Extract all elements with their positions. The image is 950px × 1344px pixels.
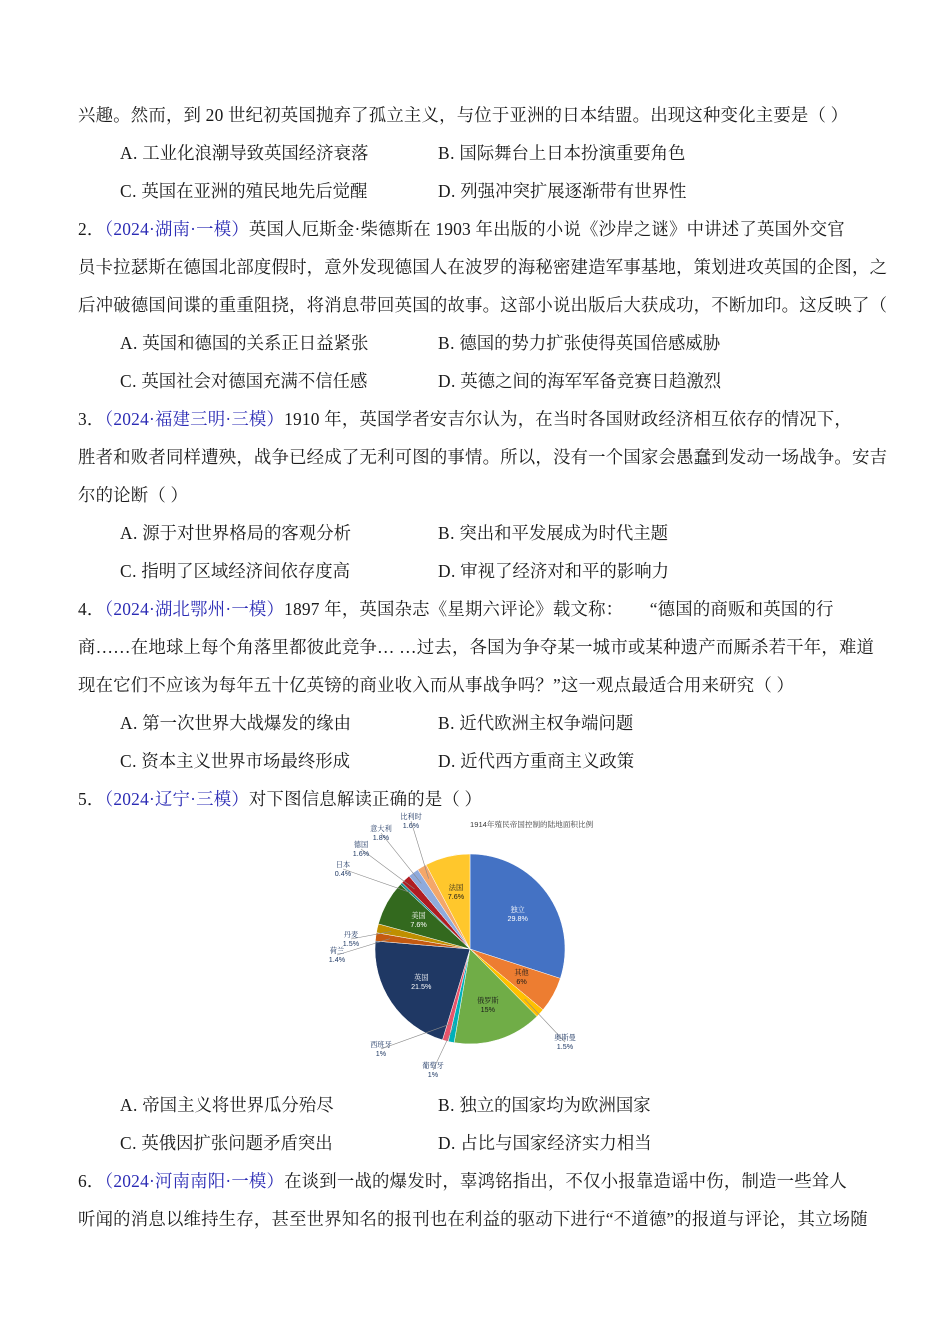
question-3-option-c-text: 指明了区域经济间依存度高 (141, 561, 351, 581)
pie-slice-label-value: 15% (480, 1005, 495, 1015)
question-3-option-b[interactable] (438, 514, 668, 552)
option-d[interactable] (438, 172, 686, 210)
option-c-letter: C. (120, 181, 137, 201)
option-d-letter: D. (438, 181, 456, 201)
pie-slice-label-英国 (401, 973, 441, 991)
option-d-text: 列强冲突扩展逐渐带有世界性 (460, 181, 687, 201)
question-3-option-a[interactable] (120, 514, 351, 552)
question-5-options-row-2 (78, 1124, 888, 1162)
question-4-stem-line-2: 商……在地球上每个角落里都彼此竞争… …过去，各国为争夺某一城市或某种遗产而厮杀若干年，难道 (78, 637, 875, 657)
question-2-options-row-2 (78, 362, 888, 400)
option-c[interactable] (120, 172, 367, 210)
question-2-source-tag: （2024·湖南·一模） (104, 219, 249, 239)
question-5-option-c[interactable] (120, 1124, 333, 1162)
question-5-number: 5． (78, 789, 105, 809)
question-3-option-d-text: 审视了经济对和平的影响力 (460, 561, 669, 581)
question-3-stem-line-1 (78, 400, 888, 438)
question-3-source-tag: （2024·福建三明·三模） (104, 409, 285, 429)
continued-question-options-row-1 (78, 134, 888, 172)
question-2-option-d-text: 英德之间的海军军备竞赛日趋激烈 (460, 371, 722, 391)
option-b[interactable] (438, 134, 685, 172)
question-3-options-row-2 (78, 552, 888, 590)
question-3-option-d-letter: D. (438, 561, 456, 581)
pie-chart-figure (78, 812, 888, 1086)
pie-slice-label-value: 1.8% (372, 833, 390, 842)
pie-slice-label-丹麦 (331, 930, 371, 948)
question-4-option-b-letter: B. (438, 713, 455, 733)
pie-slice-label-name: 葡萄牙 (422, 1061, 444, 1070)
question-4-option-a-letter: A. (120, 713, 138, 733)
question-3 (78, 400, 888, 590)
question-5-stem-line-1 (78, 780, 888, 818)
question-5-source-tag: （2024·辽宁·三模） (104, 789, 249, 809)
pie-slice-label-德国 (341, 840, 381, 858)
question-2-stem-line-3: 后冲破德国间谍的重重阻挠，将消息带回英国的故事。这部小说出版后大获成功，不断加印。这反映了（ (78, 295, 888, 315)
question-2-option-a[interactable] (120, 324, 368, 362)
question-5-stem-text-1: 对下图信息解读正确的是（ ） (248, 789, 483, 809)
pie-slice-label-value: 7.6% (447, 891, 465, 901)
question-3-number: 3． (78, 409, 105, 429)
question-4-source-tag: （2024·湖北鄂州·一模） (104, 599, 285, 619)
question-6 (78, 1162, 888, 1238)
question-5-options-row-1 (78, 1086, 888, 1124)
question-2-stem-line-2: 员卡拉瑟斯在德国北部度假时，意外发现德国人在波罗的海秘密建造军事基地，策划进攻英国的企图，之 (78, 257, 888, 277)
question-2-option-b-letter: B. (438, 333, 455, 353)
question-2-option-a-text: 英国和德国的关系正日益紧张 (142, 333, 369, 353)
pie-slice-label-美国 (399, 911, 439, 929)
question-2-options-row-1 (78, 324, 888, 362)
question-4 (78, 590, 888, 780)
question-3-option-b-text: 突出和平发展成为时代主题 (459, 523, 669, 543)
question-6-stem-text-1: 在谈到一战的爆发时，辜鸿铭指出，不仅小报靠造谣中伤，制造一些耸人 (284, 1171, 847, 1191)
question-2-option-d[interactable] (438, 362, 721, 400)
question-6-stem-line-2: 听闻的消息以维持生存，甚至世界知名的报刊也在利益的驱动下进行“不道德”的报道与评论，其立场随 (78, 1209, 868, 1229)
question-3-option-d[interactable] (438, 552, 669, 590)
pie-slice-label-name: 荷兰 (329, 946, 345, 955)
question-4-number: 4． (78, 599, 105, 619)
pie-slice-label-name: 意大利 (370, 824, 392, 833)
pie-slice-label-name: 英国 (414, 973, 429, 983)
pie-slice-label-name: 俄罗斯 (476, 996, 499, 1006)
question-4-options-row-1 (78, 704, 888, 742)
question-2-number: 2． (78, 219, 105, 239)
question-5-option-d[interactable] (438, 1124, 652, 1162)
option-a-text: 工业化浪潮导致英国经济衰落 (142, 143, 369, 163)
question-6-number: 6． (78, 1171, 105, 1191)
pie-slice-label-其他 (502, 968, 542, 986)
pie-slice-label-value: 1.5% (556, 1042, 574, 1051)
question-4-option-c[interactable] (120, 742, 350, 780)
question-2-option-c-text: 英国社会对德国充满不信任感 (141, 371, 368, 391)
question-3-option-c[interactable] (120, 552, 350, 590)
question-2-option-c-letter: C. (120, 371, 137, 391)
pie-slice-label-value: 1.4% (328, 955, 346, 964)
pie-slice-label-name: 西班牙 (370, 1040, 392, 1049)
pie-slice-label-value: 21.5% (411, 982, 432, 992)
question-5-option-a-letter: A. (120, 1095, 138, 1115)
question-4-option-b[interactable] (438, 704, 633, 742)
question-4-option-a[interactable] (120, 704, 351, 742)
question-4-stem-line-1 (78, 590, 888, 628)
pie-slice-label-value: 1% (427, 1070, 439, 1079)
pie-slice-label-比利时 (391, 812, 431, 830)
pie-slice-label-value: 1% (375, 1049, 387, 1058)
question-3-options-row-1 (78, 514, 888, 552)
question-2-stem-text-1: 英国人厄斯金·柴德斯在 1903 年出版的小说《沙岸之谜》中讲述了英国外交官 (248, 219, 845, 239)
pie-slice-label-name: 独立 (510, 905, 525, 915)
question-3-stem-line-3: 尔的论断（ ） (78, 485, 189, 505)
question-4-option-c-letter: C. (120, 751, 137, 771)
question-3-option-b-letter: B. (438, 523, 455, 543)
question-2 (78, 210, 888, 400)
question-5-option-c-letter: C. (120, 1133, 137, 1153)
pie-slice-label-value: 1.6% (352, 849, 370, 858)
question-4-stem-text-1: 1897 年，英国杂志《星期六评论》载文称： “德国的商贩和英国的行 (284, 599, 834, 619)
question-4-stem-line-3: 现在它们不应该为每年五十亿英镑的商业收入而从事战争吗？”这一观点最适合用来研究（ ） (78, 675, 795, 695)
question-5-option-b[interactable] (438, 1086, 651, 1124)
question-3-option-c-letter: C. (120, 561, 137, 581)
question-3-stem-line-2: 胜者和败者同样遭殃，战争已经成了无利可图的事情。所以，没有一个国家会愚蠢到发动一场战争。安吉 (78, 447, 888, 467)
option-c-text: 英国在亚洲的殖民地先后觉醒 (141, 181, 368, 201)
continued-question-stem: 兴趣。然而，到 20 世纪初英国抛弃了孤立主义，与位于亚洲的日本结盟。出现这种变化主要是（ ） (78, 105, 849, 125)
pie-slice-label-name: 其他 (514, 968, 529, 978)
pie-slice-label-日本 (323, 860, 363, 878)
pie-slice-label-俄罗斯 (468, 996, 508, 1014)
pie-slice-label-name: 丹麦 (343, 930, 359, 939)
question-3-option-a-text: 源于对世界格局的客观分析 (142, 523, 351, 543)
question-2-option-b[interactable] (438, 324, 720, 362)
option-a[interactable] (120, 134, 368, 172)
pie-slice-label-独立 (498, 905, 538, 923)
question-4-option-b-text: 近代欧洲主权争端问题 (459, 713, 634, 733)
question-2-stem-line-1 (78, 210, 888, 248)
pie-slice-label-value: 0.4% (334, 869, 352, 878)
option-b-text: 国际舞台上日本扮演重要角色 (459, 143, 686, 163)
pie-slice-label-name: 德国 (353, 840, 369, 849)
pie-slice-label-name: 奥斯曼 (554, 1033, 576, 1042)
question-5-option-a[interactable] (120, 1086, 334, 1124)
question-4-option-d[interactable] (438, 742, 634, 780)
question-5 (78, 780, 888, 1162)
question-5-option-c-text: 英俄因扩张问题矛盾突出 (141, 1133, 333, 1153)
pie-slice-label-name: 比利时 (400, 812, 422, 821)
pie-slice-label-荷兰 (317, 946, 357, 964)
question-4-option-d-letter: D. (438, 751, 456, 771)
continued-question-options-row-2 (78, 172, 888, 210)
pie-slice-label-value: 6% (516, 977, 527, 987)
question-5-option-d-text: 占比与国家经济实力相当 (460, 1133, 652, 1153)
pie-slice-label-value: 7.6% (410, 920, 427, 930)
pie-slice-label-value: 29.8% (507, 914, 528, 924)
continued-question-block (78, 96, 888, 210)
question-2-option-b-text: 德国的势力扩张使得英国倍感威胁 (459, 333, 721, 353)
pie-slice-label-value: 1.5% (342, 939, 360, 948)
question-5-option-b-text: 独立的国家均为欧洲国家 (459, 1095, 651, 1115)
question-2-option-a-letter: A. (120, 333, 138, 353)
option-a-letter: A. (120, 143, 138, 163)
option-b-letter: B. (438, 143, 455, 163)
question-4-option-d-text: 近代西方重商主义政策 (460, 751, 635, 771)
question-2-option-d-letter: D. (438, 371, 456, 391)
question-3-stem-text-1: 1910 年，英国学者安吉尔认为，在当时各国财政经济相互依存的情况下， (284, 409, 852, 429)
question-5-option-b-letter: B. (438, 1095, 455, 1115)
question-5-option-a-text: 帝国主义将世界瓜分殆尽 (142, 1095, 334, 1115)
question-4-option-a-text: 第一次世界大战爆发的缘由 (142, 713, 351, 733)
pie-slice-label-name: 法国 (448, 882, 464, 892)
pie-slice-label-name: 美国 (411, 911, 426, 921)
question-3-option-a-letter: A. (120, 523, 138, 543)
pie-chart-title: 1914年殖民帝国控制的陆地面积比例 (470, 820, 594, 829)
pie-slice-label-value: 1.6% (402, 821, 420, 830)
question-4-options-row-2 (78, 742, 888, 780)
pie-slice-label-法国 (436, 883, 476, 901)
question-6-stem-line-1 (78, 1162, 888, 1200)
pie-slice-label-西班牙 (361, 1040, 401, 1058)
question-4-option-c-text: 资本主义世界市场最终形成 (141, 751, 351, 771)
question-6-source-tag: （2024·河南南阳·一模） (104, 1171, 285, 1191)
question-5-option-d-letter: D. (438, 1133, 456, 1153)
pie-slice-label-葡萄牙 (413, 1061, 453, 1079)
question-2-option-c[interactable] (120, 362, 367, 400)
pie-chart-container (328, 812, 663, 1086)
pie-slice-label-name: 日本 (335, 860, 351, 869)
pie-slice-label-奥斯曼 (545, 1033, 585, 1051)
